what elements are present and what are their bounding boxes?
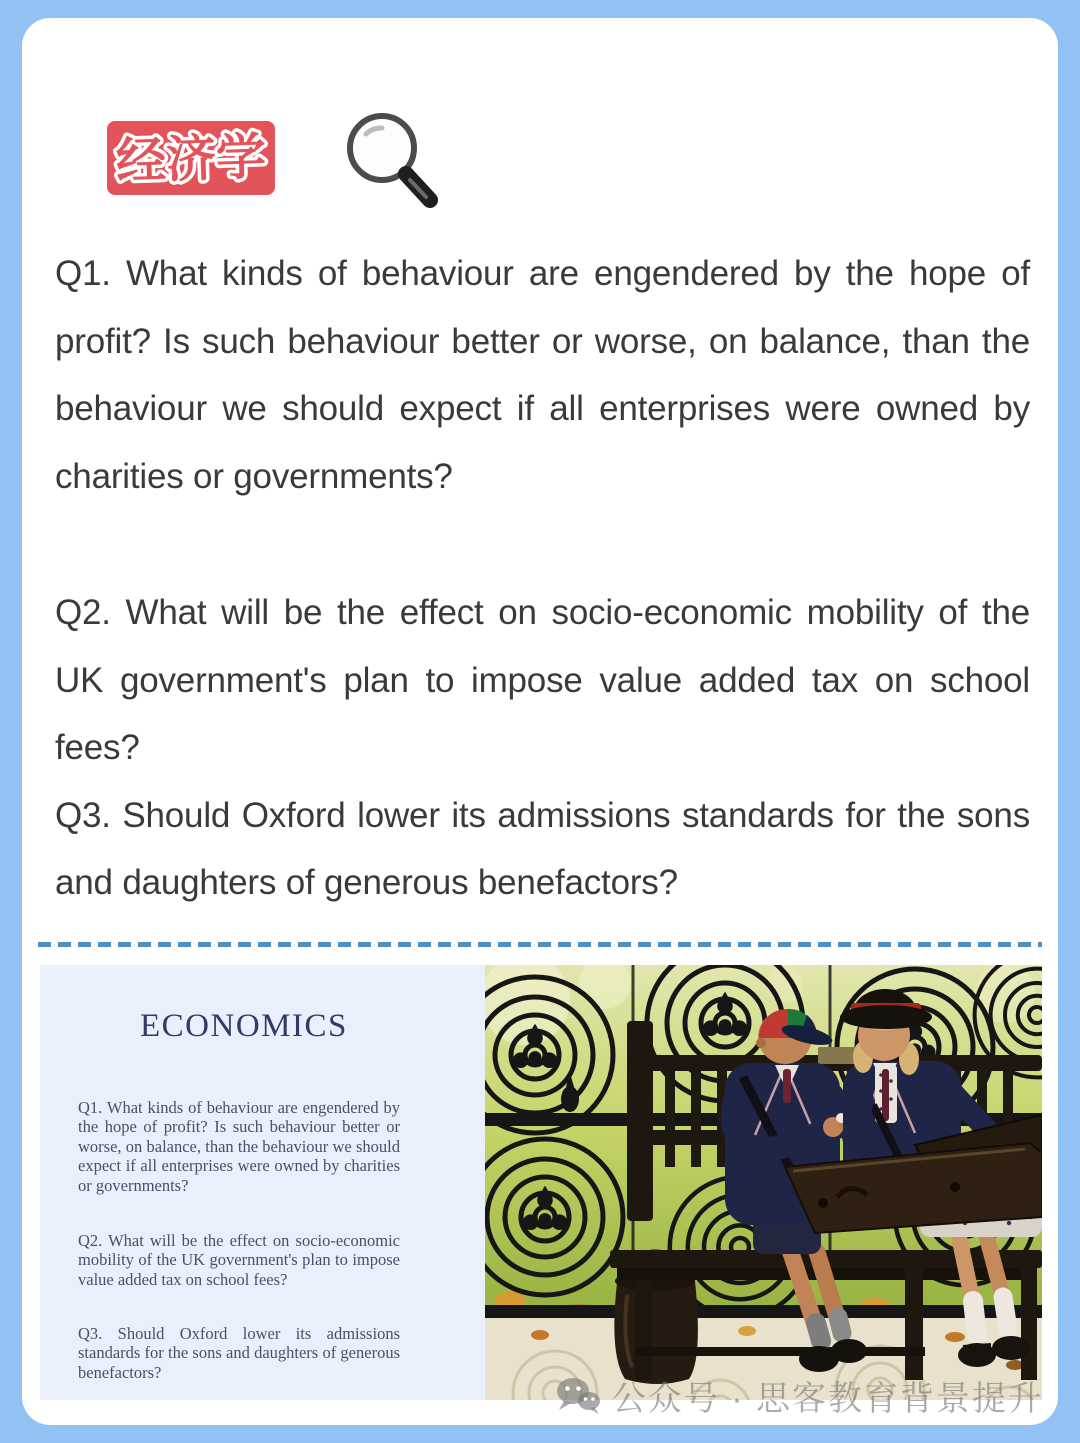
dashed-divider [38,942,1042,947]
brochure-question-q3: Q3. Should Oxford lower its admissions standards for the sons and daughters of generous benefactors? [78,1324,400,1382]
watermark [556,1371,1044,1420]
brochure-title: ECONOMICS [140,1008,348,1044]
magnifier-icon [338,104,448,216]
brochure-question-q1: Q1. What kinds of behaviour are engendered by the hope of profit? Is such behaviour better or worse, on balance, than the behaviour we should expect if all enterprises were owned by charities or governments? [78,1098,400,1195]
watermark-text: 公众号 · 思客教育背景提升 [611,1380,1044,1418]
brochure-panel [40,965,485,1400]
brochure-question-q2: Q2. What will be the effect on socio-economic mobility of the UK government's plan to impose value added tax on school fees? [78,1231,400,1289]
question-q3: Q3. Should Oxford lower its admissions standards for the sons and daughters of generous benefactors? [55,795,1030,902]
wechat-icon [556,1376,602,1416]
subject-badge [105,118,277,198]
question-list [55,240,1030,917]
question-q2: Q2. What will be the effect on socio-economic mobility of the UK government's plan to impose value added tax on school fees? [55,593,1030,767]
brochure-section [40,965,1042,1400]
photo-school-children [485,965,1042,1400]
subject-badge-label: 经济学 [115,128,267,190]
question-q1: Q1. What kinds of behaviour are engendered by the hope of profit? Is such behaviour better or worse, on balance, than the behaviour we should expect if all enterprises were owned by charities or governments? [55,254,1030,496]
content-card [22,18,1058,1425]
school-children-illustration [485,965,1042,1400]
